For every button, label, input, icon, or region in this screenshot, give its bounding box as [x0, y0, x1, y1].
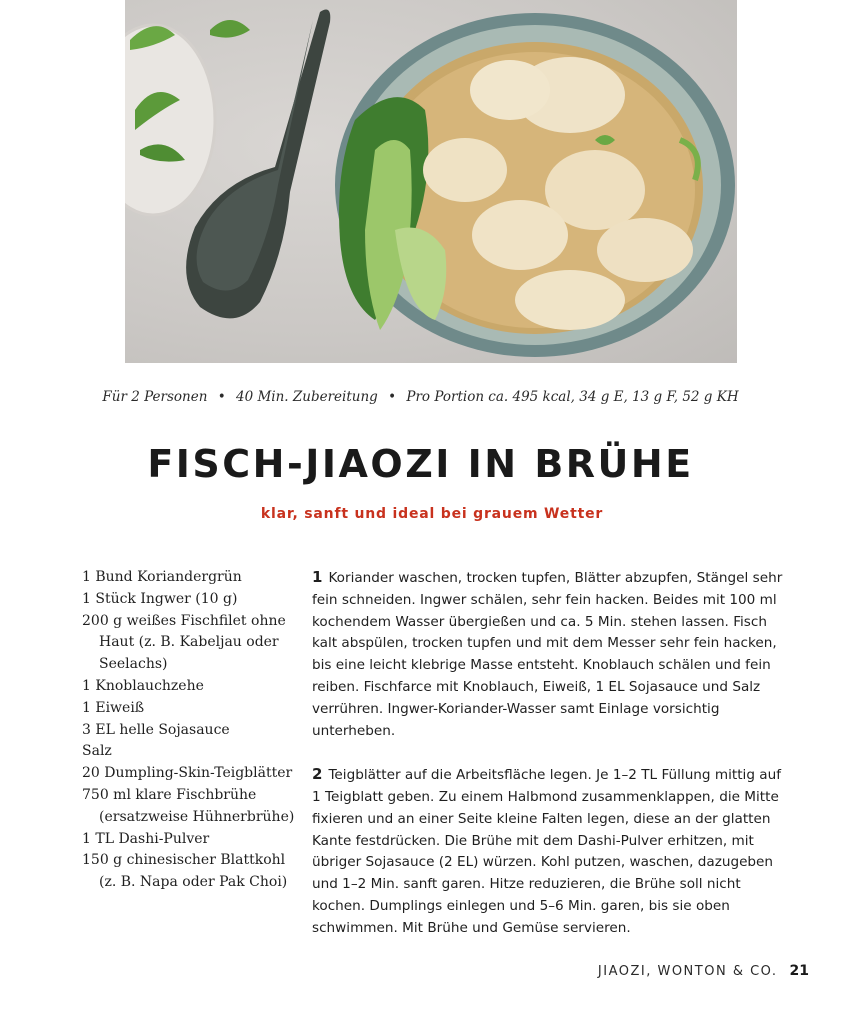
ingredient-item: 1 Bund Koriandergrün — [82, 569, 242, 585]
ingredient-item: 1 Stück Ingwer (10 g) — [82, 590, 238, 607]
step-1 — [312, 567, 792, 742]
ingredient-item: 1 Knoblauchzehe — [82, 677, 204, 694]
step-text: Koriander waschen, trocken tupfen, Blätter abzupfen, Stängel sehr fein schneiden. Ingwer schälen, sehr fein hacken. Beides mit 100 ml kochendem Wasser übergießen und ca. 5 Min. stehen lassen. Fisch kalt abspülen, trocken tupfen und mit dem Messer sehr fein hacken, bis eine leicht klebrige Masse entsteht. Knoblauch schälen und fein reiben. Fischfarce mit Knoblauch, Eiweiß, 1 EL Sojasauce und Salz verrühren. Ingwer-Koriander-Wasser samt Einlage vorsichtig unterheben. — [312, 570, 783, 739]
instruction-steps — [312, 567, 792, 961]
section-name: JIAOZI, WONTON & CO. — [597, 964, 778, 979]
ingredient-item: Salz — [82, 743, 112, 760]
page-number: 21 — [789, 963, 809, 979]
step-2 — [312, 764, 792, 939]
ingredient-item: 1 TL Dashi-Pulver — [82, 830, 210, 847]
separator-dot: • — [388, 389, 397, 405]
ingredient-item: 20 Dumpling-Skin-Teigblätter — [82, 765, 293, 782]
ingredient-list — [82, 567, 297, 894]
prep-time-text: 40 Min. Zubereitung — [236, 389, 378, 405]
separator-dot: • — [217, 389, 226, 405]
ingredient-item: 750 ml klare Fischbrühe (ersatzweise Hühnerbrühe) — [82, 786, 295, 825]
recipe-meta — [0, 389, 841, 405]
recipe-subtitle: klar, sanft und ideal bei grauem Wetter — [260, 506, 604, 522]
step-number: 1 — [312, 568, 323, 586]
ingredient-item: 1 Eiweiß — [82, 699, 145, 716]
step-text: Teigblätter auf die Arbeitsfläche legen. Je 1–2 TL Füllung mittig auf 1 Teigblatt geben. Zu einem Halbmond zusammenklappen, die Mitte fixieren und an einer Seite kleine Falten legen, diese an der glatten Kante festdrücken. Die Brühe mit dem Dashi-Pulver erhitzen, mit übriger Sojasauce (2 EL) würzen. Kohl putzen, waschen, dazugeben und 1–2 Min. sanft garen. Hitze reduzieren, die Brühe soll nicht kochen. Dumplings einlegen und 5–6 Min. garen, bis sie oben schwimmen. Mit Brühe und Gemüse servieren. — [312, 767, 782, 936]
recipe-title: FISCH-JIAOZI IN BRÜHE — [147, 442, 694, 486]
ingredient-item: 3 EL helle Sojasauce — [82, 721, 230, 738]
page-footer — [598, 963, 809, 979]
step-number: 2 — [312, 765, 323, 784]
servings-text: Für 2 Personen — [102, 389, 208, 405]
ingredient-item: 150 g chinesischer Blattkohl (z. B. Napa oder Pak Choi) — [82, 852, 288, 891]
nutrition-text: Pro Portion ca. 495 kcal, 34 g E, 13 g F, 52 g KH — [406, 389, 739, 405]
ingredient-item: 200 g weißes Fischfilet ohne Haut (z. B. Kabeljau oder Seelachs) — [82, 612, 286, 673]
recipe-photo — [125, 0, 737, 363]
